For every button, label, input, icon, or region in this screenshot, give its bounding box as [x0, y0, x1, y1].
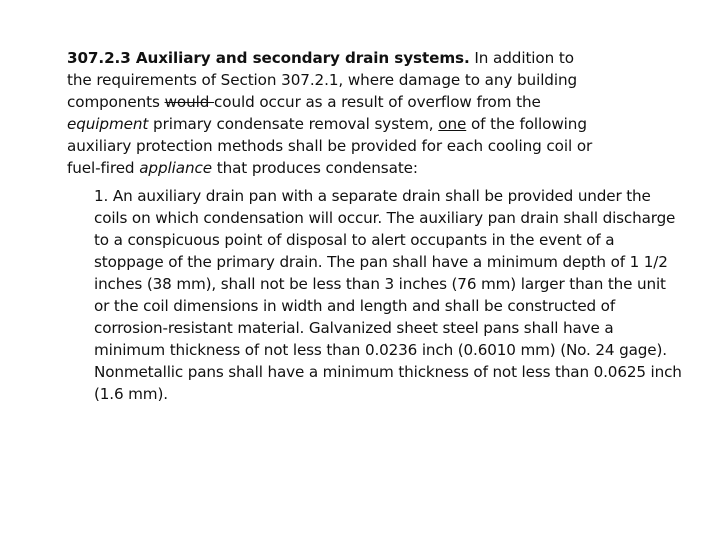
- italic-term-equipment: equipment: [67, 115, 149, 133]
- underlined-term: one: [438, 115, 467, 133]
- struck-text: would: [164, 93, 214, 111]
- intro-text-part-1: In addition to the requirements of Section 307.2.1, where damage to any building components: [67, 49, 578, 111]
- italic-term-appliance: appliance: [139, 159, 212, 177]
- section-intro-paragraph: [67, 47, 597, 179]
- intro-text-part-3: primary condensate removal system,: [148, 115, 439, 133]
- intro-text-part-5: that produces condensate:: [211, 159, 418, 177]
- list-item: 1. An auxiliary drain pan with a separate drain shall be provided under the coils on which condensation will occur. The auxiliary pan drain shall discharge to a conspicuous point of disposal to alert occupants in the event of a stoppage of the primary drain. The pan shall have a minimum depth of 1 1/2 inches (38 mm), shall not be less than 3 inches (76 mm) larger than the unit or the coil dimensions in width and length and shall be constructed of corrosion-resistant material. Galvanized sheet steel pans shall have a minimum thickness of not less than 0.0236 inch (0.6010 mm) (No. 24 gage). Nonmetallic pans shall have a minimum thickness of not less than 0.0625 inch (1.6 mm).: [94, 187, 682, 403]
- section-heading: 307.2.3 Auxiliary and secondary drain systems.: [67, 49, 470, 67]
- intro-text-part-4: of the following auxiliary protection methods shall be provided for each cooling coil or fuel-fired: [67, 115, 593, 177]
- intro-text-part-2: could occur as a result of overflow from the: [214, 93, 541, 111]
- code-section: [67, 47, 597, 179]
